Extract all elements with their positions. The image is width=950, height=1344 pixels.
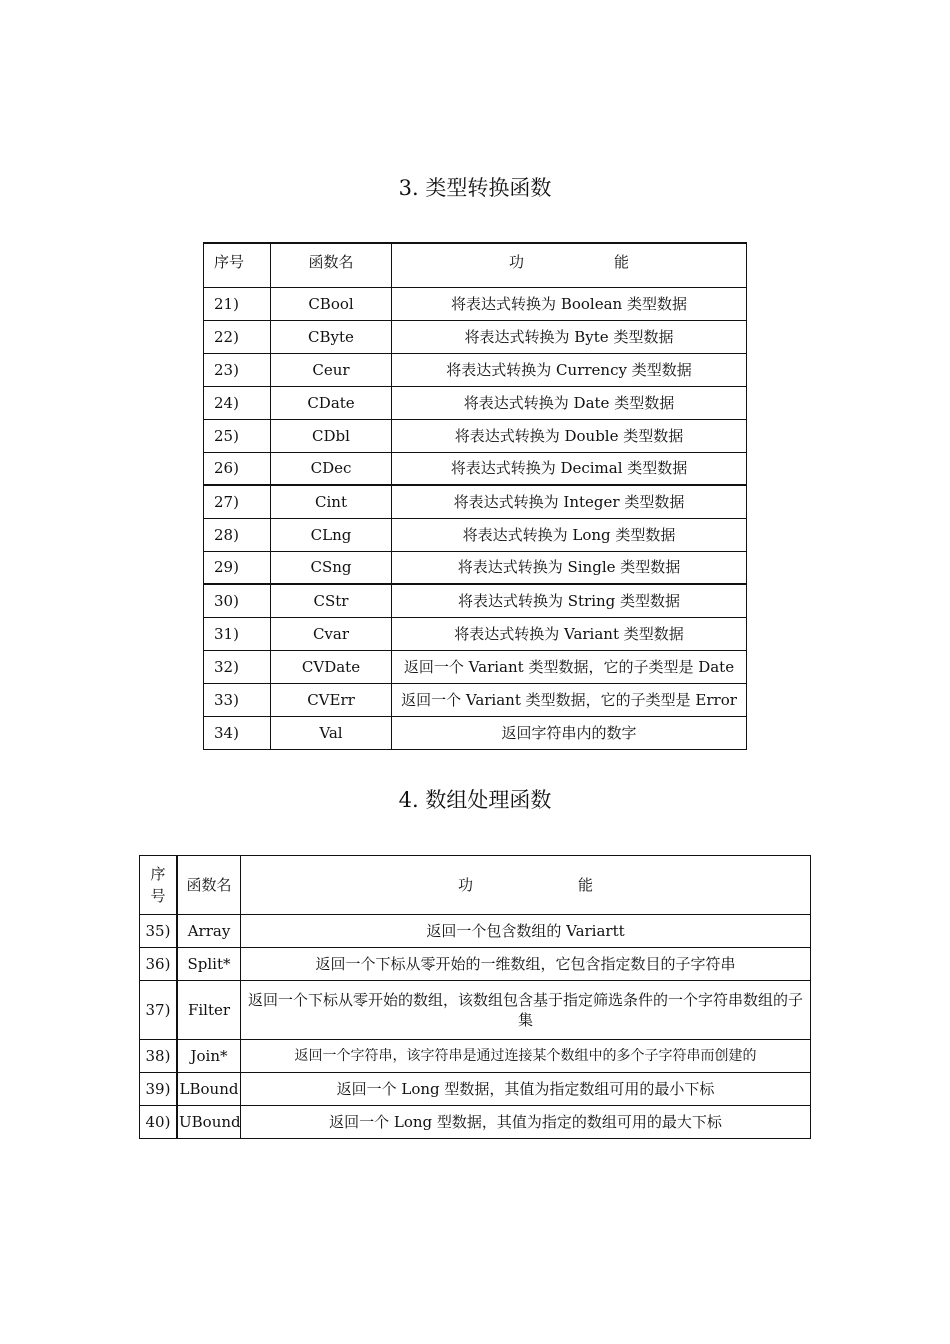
row-num: 33): [204, 683, 271, 716]
row-func: 将表达式转换为 Byte 类型数据: [392, 320, 747, 353]
row-name: Join*: [177, 1040, 241, 1073]
row-func: 返回一个下标从零开始的一维数组，它包含指定数目的子字符串: [241, 948, 811, 981]
table-row: [204, 287, 747, 320]
row-num: 25): [204, 419, 271, 452]
row-name: CSng: [271, 551, 392, 584]
row-name: Split*: [177, 948, 241, 981]
row-name: Filter: [177, 981, 241, 1040]
row-func: 将表达式转换为 Single 类型数据: [392, 551, 747, 584]
table-row: [204, 485, 747, 518]
row-func: 返回一个字符串，该字符串是通过连接某个数组中的多个子字符串而创建的: [241, 1040, 811, 1073]
row-num: 29): [204, 551, 271, 584]
table-row: [140, 1040, 811, 1073]
row-num: 34): [204, 716, 271, 749]
table-row: [204, 419, 747, 452]
row-name: Array: [177, 915, 241, 948]
table-row: [204, 320, 747, 353]
header-num-b: 号: [150, 887, 166, 905]
row-num: 37): [140, 981, 178, 1040]
table-row: [140, 948, 811, 981]
header-func: [392, 243, 747, 287]
section-4-heading: 4. 数组处理函数: [398, 788, 552, 812]
table-row: [204, 353, 747, 386]
row-func: 返回一个 Long 型数据，其值为指定的数组可用的最大下标: [241, 1106, 811, 1139]
row-num: 23): [204, 353, 271, 386]
row-name: Val: [271, 716, 392, 749]
row-name: CDate: [271, 386, 392, 419]
row-num: 30): [204, 584, 271, 617]
row-num: 40): [140, 1106, 178, 1139]
row-func: 将表达式转换为 Double 类型数据: [392, 419, 747, 452]
table-row: [140, 981, 811, 1040]
type-conversion-table: [203, 242, 747, 750]
table-row: [204, 683, 747, 716]
row-func: 将表达式转换为 Integer 类型数据: [392, 485, 747, 518]
table-row: [204, 650, 747, 683]
header-func-b: 能: [578, 876, 594, 894]
row-name: CVErr: [271, 683, 392, 716]
row-func: 返回字符串内的数字: [392, 716, 747, 749]
row-func: 返回一个 Long 型数据，其值为指定数组可用的最小下标: [241, 1073, 811, 1106]
table-row: [204, 716, 747, 749]
row-func: 将表达式转换为 Variant 类型数据: [392, 617, 747, 650]
row-num: 24): [204, 386, 271, 419]
row-name: CByte: [271, 320, 392, 353]
header-num: 序号: [204, 243, 271, 287]
row-num: 26): [204, 452, 271, 485]
table-row: [140, 915, 811, 948]
table-row: [140, 1073, 811, 1106]
table-row: [204, 551, 747, 584]
row-name: Cvar: [271, 617, 392, 650]
row-name: CVDate: [271, 650, 392, 683]
table-row: [204, 452, 747, 485]
row-name: Cint: [271, 485, 392, 518]
row-func: 返回一个 Variant 类型数据，它的子类型是 Error: [392, 683, 747, 716]
row-num: 32): [204, 650, 271, 683]
table-row: [140, 1106, 811, 1139]
row-num: 27): [204, 485, 271, 518]
row-num: 21): [204, 287, 271, 320]
row-name: CBool: [271, 287, 392, 320]
row-func: 返回一个 Variant 类型数据，它的子类型是 Date: [392, 650, 747, 683]
row-num: 31): [204, 617, 271, 650]
row-name: LBound: [177, 1073, 241, 1106]
header-func-b: 能: [614, 253, 630, 271]
header-func-a: 功: [508, 253, 524, 271]
row-func: 返回一个下标从零开始的数组，该数组包含基于指定筛选条件的一个字符串数组的子集: [241, 981, 811, 1040]
header-num-a: 序: [150, 865, 166, 883]
row-num: 35): [140, 915, 178, 948]
row-func: 返回一个包含数组的 Variartt: [241, 915, 811, 948]
row-num: 38): [140, 1040, 178, 1073]
table-row: [204, 617, 747, 650]
row-func: 将表达式转换为 Boolean 类型数据: [392, 287, 747, 320]
header-func-a: 功: [457, 876, 473, 894]
table-header-row: [204, 243, 747, 287]
table-row: [204, 386, 747, 419]
table-header-row: [140, 856, 811, 915]
table-row: [204, 518, 747, 551]
array-functions-table: [139, 855, 811, 1139]
row-num: 28): [204, 518, 271, 551]
row-name: CDec: [271, 452, 392, 485]
header-name: 函数名: [177, 856, 241, 915]
section-3-heading: 3. 类型转换函数: [398, 176, 552, 200]
row-func: 将表达式转换为 String 类型数据: [392, 584, 747, 617]
row-func: 将表达式转换为 Decimal 类型数据: [392, 452, 747, 485]
table-row: [204, 584, 747, 617]
header-name: 函数名: [271, 243, 392, 287]
row-name: CDbl: [271, 419, 392, 452]
row-func: 将表达式转换为 Currency 类型数据: [392, 353, 747, 386]
row-name: CStr: [271, 584, 392, 617]
row-name: Ceur: [271, 353, 392, 386]
header-num: [140, 856, 178, 915]
row-func: 将表达式转换为 Date 类型数据: [392, 386, 747, 419]
row-num: 22): [204, 320, 271, 353]
row-func: 将表达式转换为 Long 类型数据: [392, 518, 747, 551]
row-num: 39): [140, 1073, 178, 1106]
row-name: UBound: [177, 1106, 241, 1139]
header-func: [241, 856, 811, 915]
row-name: CLng: [271, 518, 392, 551]
row-num: 36): [140, 948, 178, 981]
